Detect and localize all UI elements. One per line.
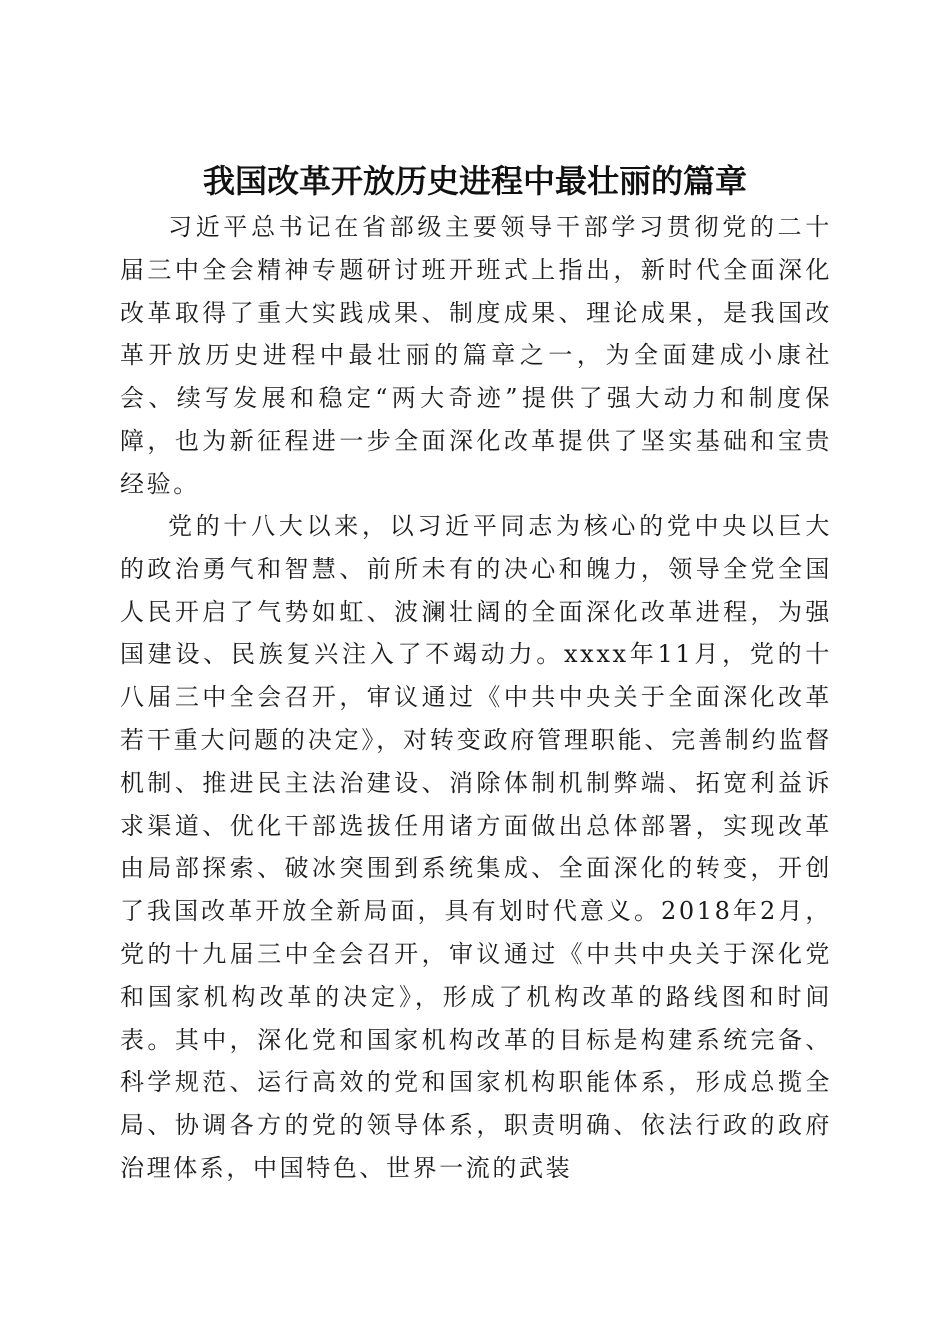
document-title: 我国改革开放历史进程中最壮丽的篇章 xyxy=(202,162,747,201)
paragraph-1: 习近平总书记在省部级主要领导干部学习贯彻党的二十届三中全会精神专题研讨班开班式上指出，新时代全面深化改革取得了重大实践成果、制度成果、理论成果，是我国改革开放历史进程中最壮丽的篇章之一，为全面建成小康社会、续写发展和稳定“两大奇迹”提供了强大动力和制度保障，也为新征程进一步全面深化改革提供了坚实基础和宝贵经验。 xyxy=(120,213,832,498)
paragraph-2: 党的十八大以来，以习近平同志为核心的党中央以巨大的政治勇气和智慧、前所未有的决心和魄力，领导全党全国人民开启了气势如虹、波澜壮阔的全面深化改革进程，为强国建设、民族复兴注入了不竭动力。xxxx年11月，党的十八届三中全会召开，审议通过《中共中央关于全面深化改革若干重大问题的决定》，对转变政府管理职能、完善制约监督机制、推进民主法治建设、消除体制机制弊端、拓宽利益诉求渠道、优化干部选拔任用诸方面做出总体部署，实现改革由局部探索、破冰突围到系统集成、全面深化的转变，开创了我国改革开放全新局面，具有划时代意义。2018年2月，党的十九届三中全会召开，审议通过《中共中央关于深化党和国家机构改革的决定》，形成了机构改革的路线图和时间表。其中，深化党和国家机构改革的目标是构建系统完备、科学规范、运行高效的党和国家机构职能体系，形成总揽全局、协调各方的党的领导体系，职责明确、依法行政的政府治理体系，中国特色、世界一流的武装 xyxy=(120,512,832,1182)
